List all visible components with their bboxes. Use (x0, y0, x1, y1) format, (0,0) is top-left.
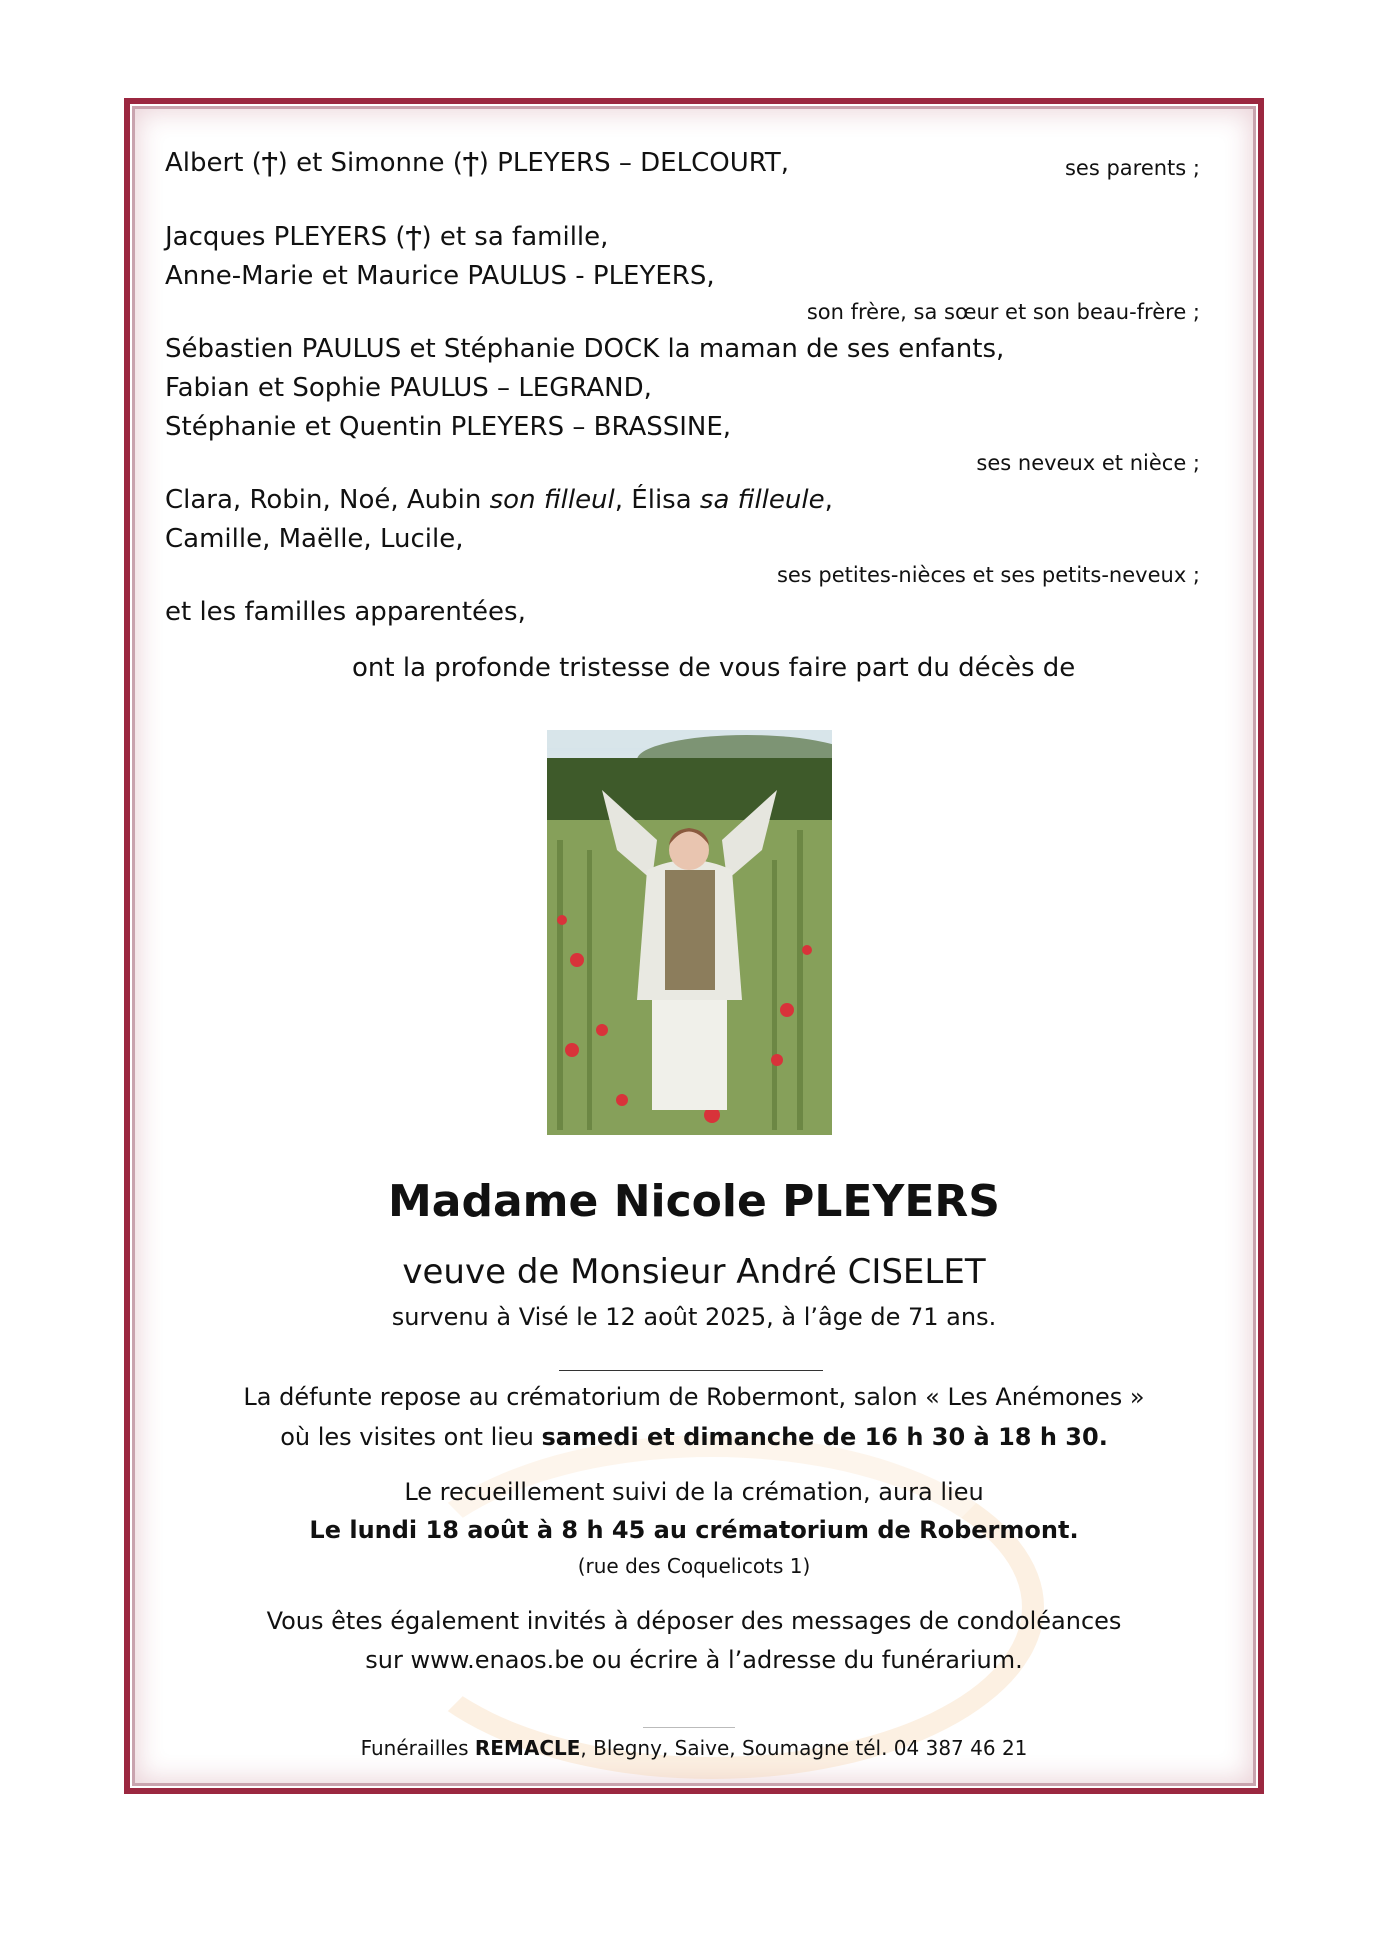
family-line-clara: Clara, Robin, Noé, Aubin son filleul, Élisa sa filleule, (165, 485, 833, 515)
condolences-line-2: sur www.enaos.be ou écrire à l’adresse du funérarium. (365, 1646, 1023, 1674)
footer-divider (643, 1727, 735, 1728)
relation-parents: ses parents ; (1064, 156, 1200, 180)
family-line-relatives: et les familles apparentées, (165, 597, 526, 627)
deceased-name: Madame Nicole PLEYERS (388, 1176, 1000, 1227)
portrait-photo (547, 730, 832, 1135)
funeral-home-footer: Funérailles REMACLE, Blegny, Saive, Soumagne tél. 04 387 46 21 (360, 1736, 1028, 1760)
relation-grandnephews: ses petites-nièces et ses petits-neveux ; (776, 563, 1200, 587)
condolences-line-1: Vous êtes également invités à déposer des messages de condoléances (266, 1607, 1122, 1635)
ceremony-line-2: Le lundi 18 août à 8 h 45 au crématorium de Robermont. (309, 1516, 1079, 1544)
deceased-spouse: veuve de Monsieur André CISELET (402, 1252, 986, 1292)
family-line-paulus: Anne-Marie et Maurice PAULUS - PLEYERS, (165, 261, 715, 291)
visits-line-2: où les visites ont lieu samedi et dimanche de 16 h 30 à 18 h 30. (280, 1423, 1108, 1451)
deceased-detail: survenu à Visé le 12 août 2025, à l’âge de 71 ans. (391, 1303, 997, 1331)
relation-siblings: son frère, sa sœur et son beau-frère ; (806, 300, 1200, 324)
family-line-parents: Albert (Ϯ) et Simonne (Ϯ) PLEYERS – DELCOURT, (165, 148, 790, 178)
family-line-stephanie: Stéphanie et Quentin PLEYERS – BRASSINE, (165, 412, 732, 442)
divider (559, 1370, 823, 1371)
ceremony-address: (rue des Coquelicots 1) (577, 1554, 811, 1578)
family-line-camille: Camille, Maëlle, Lucile, (165, 524, 464, 554)
ceremony-line-1: Le recueillement suivi de la crémation, aura lieu (404, 1478, 984, 1506)
family-line-jacques: Jacques PLEYERS (Ϯ) et sa famille, (165, 222, 609, 252)
family-line-sebastien: Sébastien PAULUS et Stéphanie DOCK la maman de ses enfants, (165, 334, 1005, 364)
announcement-text: ont la profonde tristesse de vous faire part du décès de (352, 653, 1076, 683)
family-line-fabian: Fabian et Sophie PAULUS – LEGRAND, (165, 373, 652, 403)
visits-line-1: La défunte repose au crématorium de Robermont, salon « Les Anémones » (243, 1383, 1145, 1411)
relation-nephews: ses neveux et nièce ; (976, 451, 1200, 475)
